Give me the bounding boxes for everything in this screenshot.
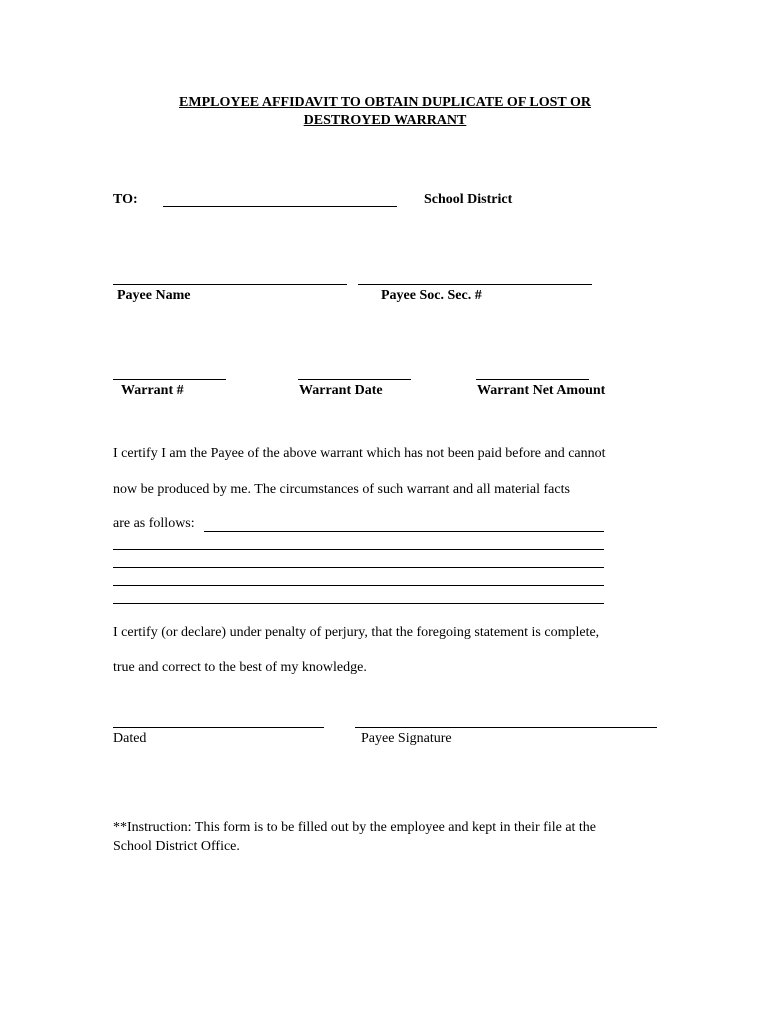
certify-line-2: now be produced by me. The circumstances of such warrant and all material facts [113, 482, 570, 497]
payee-name-label: Payee Name [117, 288, 191, 303]
payee-ssn-label: Payee Soc. Sec. # [381, 288, 482, 303]
declare-line-2: true and correct to the best of my knowledge. [113, 660, 367, 675]
warrant-net-amount-line[interactable] [476, 379, 589, 380]
declare-line-1: I certify (or declare) under penalty of perjury, that the foregoing statement is complete, [113, 625, 600, 640]
circumstances-line-2[interactable] [113, 549, 604, 550]
payee-signature-label: Payee Signature [361, 731, 452, 746]
payee-ssn-line[interactable] [358, 284, 592, 285]
school-district-label: School District [424, 192, 513, 207]
payee-signature-line[interactable] [355, 727, 657, 728]
certify-line-1: I certify I am the Payee of the above warrant which has not been paid before and cannot [113, 446, 606, 461]
warrant-date-label: Warrant Date [299, 383, 383, 398]
warrant-date-line[interactable] [298, 379, 411, 380]
to-blank-line[interactable] [163, 206, 397, 207]
title-line-2: DESTROYED WARRANT [303, 113, 467, 128]
circumstances-line-4[interactable] [113, 585, 604, 586]
certify-line-3: are as follows: [113, 516, 195, 531]
payee-name-line[interactable] [113, 284, 347, 285]
instruction-line-1: **Instruction: This form is to be filled out by the employee and kept in their file at the [113, 820, 597, 835]
dated-line[interactable] [113, 727, 324, 728]
warrant-number-label: Warrant # [121, 383, 184, 398]
title-line-1: EMPLOYEE AFFIDAVIT TO OBTAIN DUPLICATE OF LOST OR [179, 95, 591, 110]
circumstances-line-3[interactable] [113, 567, 604, 568]
circumstances-line-1[interactable] [204, 531, 604, 532]
to-label: TO: [113, 192, 138, 207]
warrant-number-line[interactable] [113, 379, 226, 380]
instruction-line-2: School District Office. [113, 839, 240, 854]
dated-label: Dated [113, 731, 147, 746]
circumstances-line-5[interactable] [113, 603, 604, 604]
warrant-net-amount-label: Warrant Net Amount [477, 383, 606, 398]
